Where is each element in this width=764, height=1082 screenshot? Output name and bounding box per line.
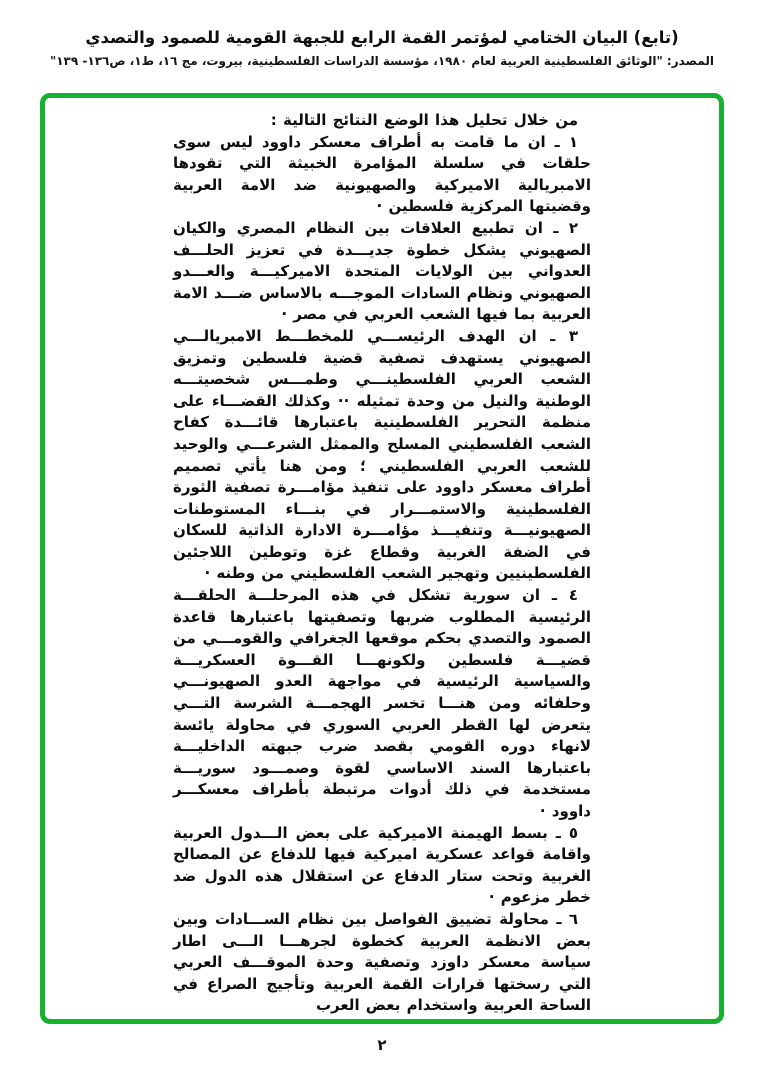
page-number: ٢ [377, 1036, 387, 1054]
text-column [173, 110, 591, 1017]
intro-line: من خلال تحليل هذا الوضع النتائج التالية : [270, 111, 578, 129]
document-source-citation: المصدر: "الوثائق الفلسطينية العربية لعام ١٩٨٠، مؤسسة الدراسات الفلسطينية، بيروت، مج ١٦، ط١، ص١٣٦- ١٣٩" [49, 54, 715, 68]
paragraph-3: ٣ ـ ان الهدف الرئيســـي للمخطـــط الامبريالـــي الصهيوني يستهدف تصفية قضية فلسطين وتمزيق الشعب العربي الفلسطينـــي وطمـــس شخصيتـــه الوطنية والنيل من وحدة تمثيله ·· وكذلك القضـــاء على منظمة التحرير الفلسطينية باعتبارها قائـــدة كفاح الشعب الفلسطيني المسلح والممثل الشرعـــي والوحيد للشعب العربي الفلسطيني ؛ ومن هنا يأتي تصميم أطراف معسكر داوود على تنفيذ مؤامـــرة تصفية الثورة الفلسطينية والاستمـــرار في بنـــاء المستوطنات الصهيونيـــة وتنفيـــذ مؤامـــرة الادارة الذاتية للسكان في الضفة الغربية وقطاع غزة وتوطين اللاجئين الفلسطينيين وتهجير الشعب الفلسطيني من وطنه · [173, 326, 591, 583]
document-title: (تابع) البيان الختامي لمؤتمر القمة الرابع للجبهة القومية للصمود والتصدي [85, 28, 679, 47]
document-body [0, 110, 764, 1017]
paragraph-5: ٥ ـ بسط الهيمنة الاميركية على بعض الـــدول العربية واقامة قواعد عسكرية اميركية فيها للدفاع عن المصالح الغربية وتحت ستار الدفاع عن استقلال هذه الدول ضد خطر مزعوم · [173, 823, 591, 907]
paragraph-2: ٢ ـ ان تطبيع العلاقات بين النظام المصري والكيان الصهيوني يشكل خطوة جديـــدة في تعزيز الحلـــف العدواني بين الولايات المتحدة الاميركيـــة والعـــدو الصهيوني ونظام السادات الموجـــه بالاساس ضـــد الامة العربية بما فيها الشعب العربي في مصر · [173, 218, 591, 324]
paragraph-6: ٦ ـ محاولة تضييق الفواصل بين نظام الســـادات وبين بعض الانظمة العربية كخطوة لجرهـــا الـــى اطار سياسة معسكر داوزد وتصفية وحدة الموقـــف العربي التي رسختها قرارات القمة العربية وتأجيج الصراع في الساحة العربية واستخدام بعض العرب [173, 909, 591, 1015]
page-header [0, 28, 764, 68]
paragraph-4: ٤ ـ ان سورية تشكل في هذه المرحلـــة الحلقـــة الرئيسية المطلوب ضربها وتصفيتها باعتبارها قاعدة الصمود والتصدي بحكم موقعها الجغرافي والقومـــي من قضيـــة فلسطين ولكونهـــا القـــوة العسكريـــة والسياسية الرئيسية في مواجهة العدو الصهيونـــي وحلفائه ومن هنـــا تخسر الهجمـــة الشرسة التـــي يتعرض لها القطر العربي السوري في محاولة يائسة لانهاء دوره القومي بقصد ضرب جبهته الداخليـــة باعتبارها السند الاساسي لقوة وصمـــود سوريـــة مستخدمة في ذلك أدوات مرتبطة بأطراف معسكـــر داوود · [173, 586, 591, 820]
paragraph-1: ١ ـ ان ما قامت به أطراف معسكر داوود ليس سوى حلقات في سلسلة المؤامرة الخبيثة التي تقودها الامبريالية الاميركية والصهيونية ضد الامة العربية وقضيتها المركزية فلسطين · [173, 132, 591, 216]
